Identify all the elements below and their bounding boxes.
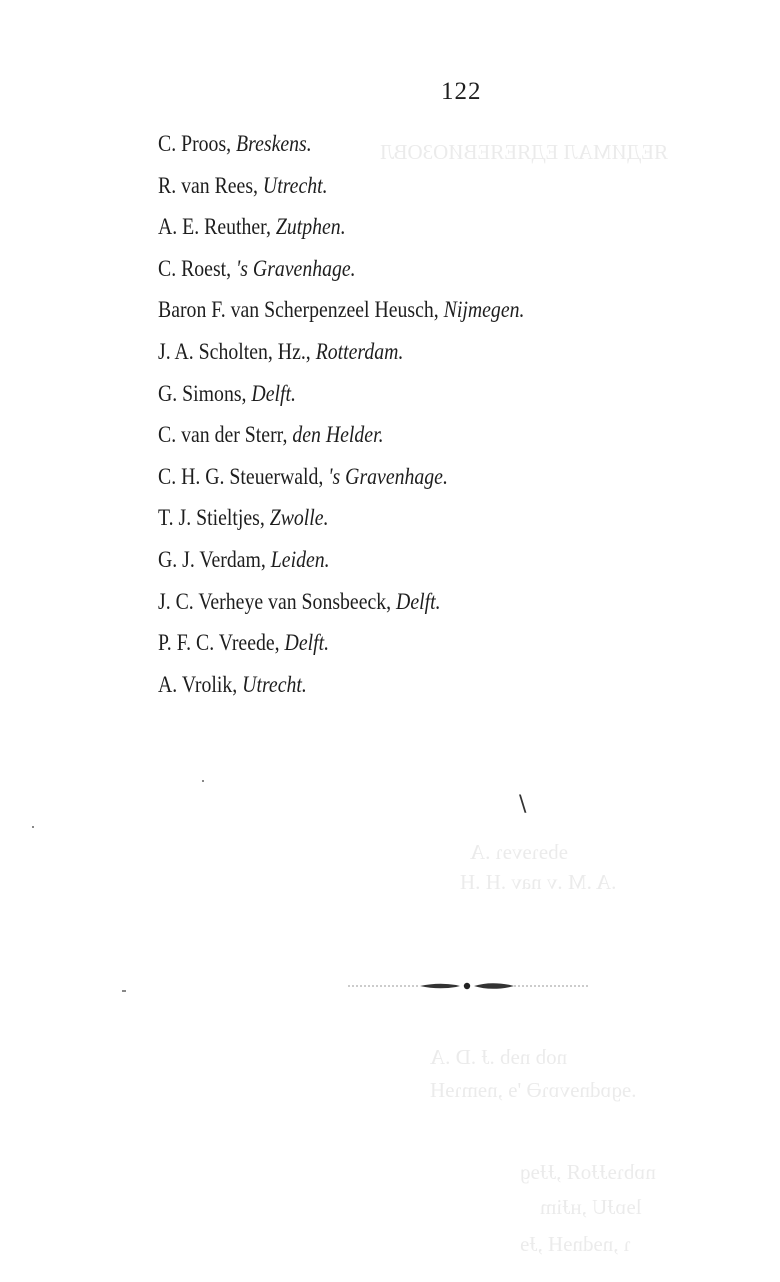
- member-name: J. C. Verheye van Sonsbeeck,: [158, 588, 392, 614]
- member-name: P. F. C. Vreede,: [158, 630, 280, 656]
- member-name: G. Simons,: [158, 380, 247, 406]
- member-place: 's Gravenhage.: [236, 255, 356, 281]
- bleed-through-text: .A .M .v nav .H .H: [460, 870, 617, 894]
- member-place: Nijmegen.: [443, 297, 525, 323]
- list-item: [158, 293, 524, 335]
- bleed-through-text: nob nɘb .Ɉ .D .A: [430, 1045, 568, 1069]
- member-place: Delft.: [396, 588, 441, 614]
- ornament-divider-icon: [348, 980, 588, 992]
- stray-backslash-mark: \: [519, 792, 527, 817]
- member-name: J. A. Scholten, Hz.,: [158, 338, 311, 364]
- member-name: C. Roest,: [158, 255, 232, 281]
- member-name: T. J. Stieltjes,: [158, 505, 265, 531]
- list-item: [158, 460, 524, 502]
- list-item: [158, 501, 524, 543]
- member-place: Zutphen.: [275, 214, 346, 240]
- member-place: Leiden.: [270, 546, 330, 572]
- member-name: C. Proos,: [158, 131, 232, 156]
- member-place: Utrecht.: [262, 172, 328, 198]
- bleed-through-text: ЯЕДИМАЛ ЕДЯЕЯЕВИОЗОВЛ: [380, 140, 668, 164]
- list-item: [158, 335, 524, 377]
- list-item: [158, 626, 524, 668]
- member-name: C. van der Sterr,: [158, 422, 288, 448]
- list-item: [158, 169, 524, 211]
- member-place: 's Gravenhage.: [328, 463, 448, 489]
- member-place: Rotterdam.: [315, 338, 404, 364]
- member-name: A. E. Reuther,: [158, 214, 271, 240]
- bleed-through-text: lɘɒɈU ,ʜɈim: [540, 1195, 642, 1219]
- list-item: [158, 585, 524, 627]
- member-place: Breskens.: [236, 131, 312, 156]
- bleed-through-text: ɿ ,nɘdnɘH ,Ɉɘ: [520, 1232, 631, 1256]
- member-name: G. J. Verdam,: [158, 546, 266, 572]
- bleed-through-text: ɘbɘɿɘvɘɿ .A: [470, 840, 568, 864]
- member-place: Zwolle.: [269, 505, 329, 531]
- page-number: 122: [441, 78, 482, 105]
- list-item: [158, 210, 524, 252]
- member-name: A. Vrolik,: [158, 671, 238, 697]
- list-item: [158, 543, 524, 585]
- member-name: R. van Rees,: [158, 172, 258, 198]
- member-place: Utrecht.: [242, 671, 307, 697]
- member-place: Delft.: [284, 630, 330, 656]
- bleed-through-text: nɒbɿɘɈɈoЯ ,ɈɈɘɡ: [520, 1160, 656, 1184]
- member-name: C. H. G. Steuerwald,: [158, 463, 324, 489]
- member-place: den Helder.: [292, 422, 384, 448]
- list-item: [158, 418, 524, 460]
- member-place: Delft.: [251, 380, 296, 406]
- list-item: [158, 668, 524, 710]
- stray-mark: [122, 990, 126, 992]
- list-item: [158, 377, 524, 419]
- bleed-through-text: .ɘɡɒdnɘvɒɿӘ 'ɘ ,nɘmɿɘH: [430, 1078, 637, 1102]
- stray-mark: [32, 826, 34, 828]
- end-ornament: [348, 980, 588, 992]
- list-item: [158, 252, 524, 294]
- member-list: [158, 127, 584, 709]
- stray-mark: [202, 780, 204, 782]
- member-name: Baron F. van Scherpenzeel Heusch,: [158, 297, 439, 323]
